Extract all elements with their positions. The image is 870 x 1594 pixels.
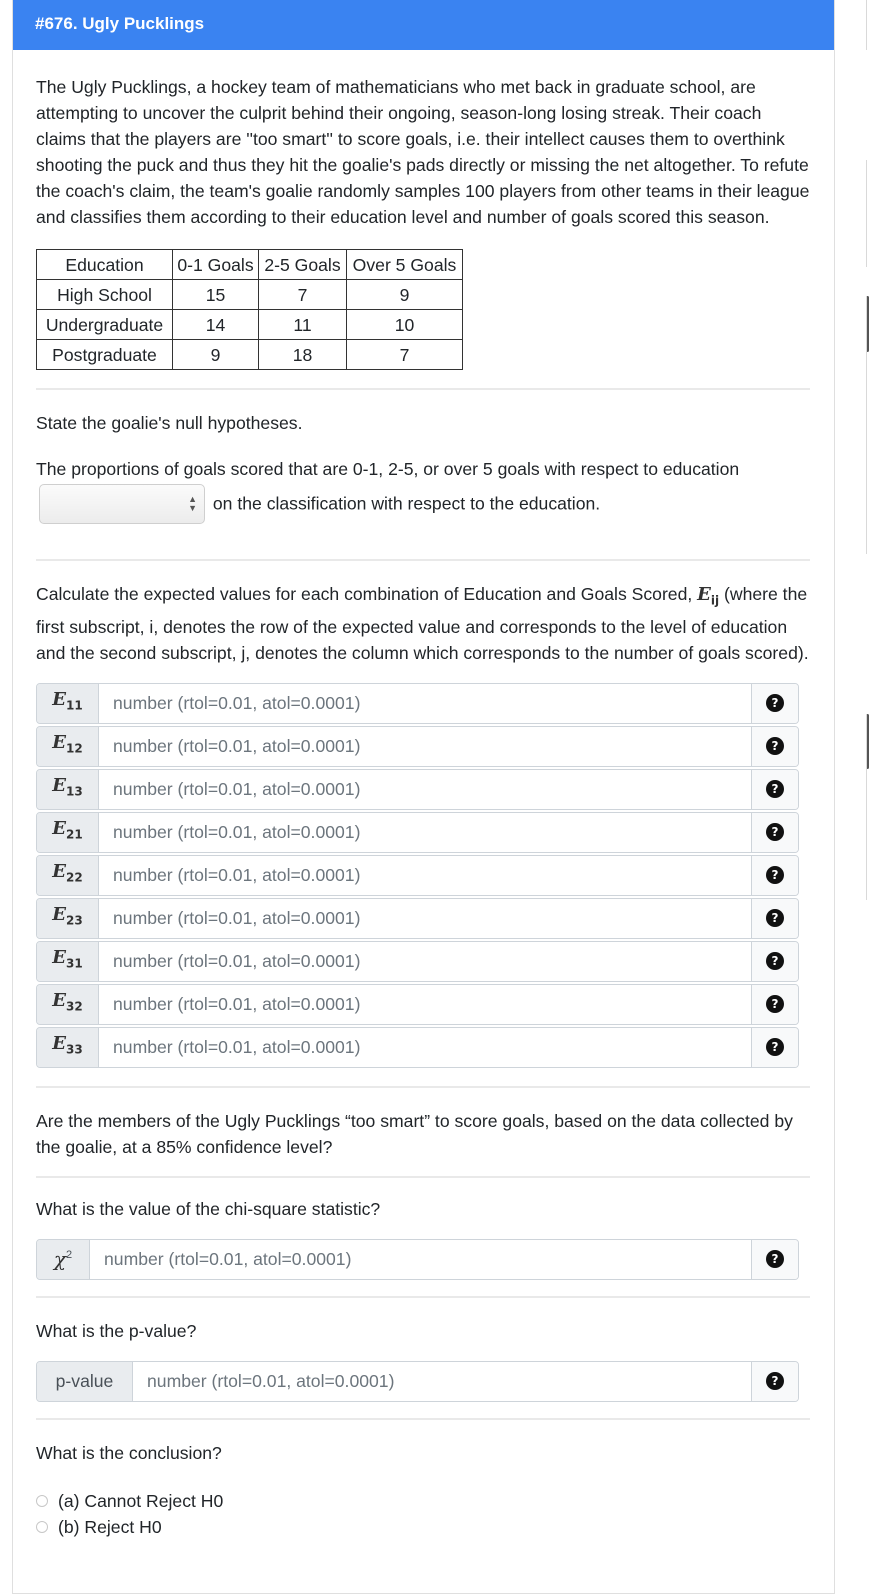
help-icon: ? [766,780,784,798]
table-header-row [37,250,463,280]
expected-prompt-part2: (where the first subscript, i, denotes the row of the expected value and corresponds to the level of education and the second subscript, j, denotes the column which corresponds to the number of goals scored). [36,584,809,663]
conclusion-options [36,1488,810,1540]
expected-label-symbol [52,730,82,762]
chi-square-help[interactable] [751,1240,798,1279]
expected-label-symbol [52,1031,82,1063]
expected-value-row [36,1027,799,1068]
expected-label-letter: E [52,904,67,926]
expected-value-input[interactable] [99,942,751,981]
table-header-cell: 0-1 Goals [173,250,259,280]
expected-label-letter: E [52,689,67,711]
table-row [37,340,463,370]
conclusion-option-b[interactable] [36,1514,810,1540]
expected-value-help[interactable] [751,856,798,895]
chi-square-symbol [37,1240,90,1279]
expected-value-input[interactable] [99,856,751,895]
expected-value-help[interactable] [751,1028,798,1067]
table-cell: High School [37,280,173,310]
hypothesis-select[interactable] [39,484,205,524]
chi-square-input[interactable] [90,1240,751,1279]
table-header-cell: Education [37,250,173,280]
expected-value-help[interactable] [751,942,798,981]
table-cell: 9 [173,340,259,370]
expected-label-subscript: 32 [66,999,83,1014]
expected-value-input[interactable] [99,985,751,1024]
expected-label-subscript: 21 [66,827,83,842]
help-icon: ? [766,1038,784,1056]
expected-value-row [36,855,799,896]
expected-value-input[interactable] [99,899,751,938]
expected-value-input[interactable] [99,813,751,852]
expected-value-input[interactable] [99,770,751,809]
expected-value-help[interactable] [751,813,798,852]
p-value-input[interactable] [133,1362,751,1401]
expected-label-subscript: 12 [66,741,83,756]
chi-symbol-letter: χ [53,1247,66,1272]
table-cell: 11 [259,310,347,340]
expected-symbol-letter: E [697,584,711,605]
expected-value-label [37,684,99,723]
hypothesis-text-before: The proportions of goals scored that are 0-1, 2-5, or over 5 goals with respect to education [36,459,740,479]
help-icon: ? [766,866,784,884]
table-row [37,280,463,310]
expected-value-row [36,898,799,939]
expected-value-label [37,856,99,895]
help-icon: ? [766,995,784,1013]
expected-value-label [37,899,99,938]
expected-label-letter: E [52,732,67,754]
select-arrows-icon: ▲ ▼ [188,494,197,513]
p-value-input-group [36,1361,799,1402]
expected-symbol [697,584,720,608]
hypothesis-statement [36,453,810,525]
hypothesis-prompt: State the goalie's null hypotheses. [36,413,303,433]
expected-value-label [37,985,99,1024]
expected-label-letter: E [52,947,67,969]
rail-segment [866,0,870,50]
expected-label-letter: E [52,990,67,1012]
expected-label-subscript: 33 [66,1042,83,1057]
expected-value-label [37,942,99,981]
expected-value-help[interactable] [751,770,798,809]
rail-segment [866,714,870,900]
p-value-prompt: What is the p-value? [36,1320,197,1341]
table-cell: 7 [347,340,463,370]
expected-value-row [36,769,799,810]
expected-value-help[interactable] [751,684,798,723]
expected-value-input[interactable] [99,727,751,766]
expected-value-label [37,813,99,852]
expected-value-help[interactable] [751,899,798,938]
radio-button[interactable] [36,1521,48,1533]
question-title: #676. Ugly Pucklings [13,0,834,50]
page-scroll-rail [866,0,870,1594]
table-cell: 18 [259,340,347,370]
expected-value-help[interactable] [751,727,798,766]
expected-label-letter: E [52,861,67,883]
expected-label-symbol [52,988,82,1020]
divider [36,1086,810,1088]
help-icon: ? [766,952,784,970]
divider [36,1176,810,1178]
expected-label-symbol [52,902,82,934]
expected-value-label [37,770,99,809]
radio-button[interactable] [36,1495,48,1507]
expected-value-label [37,1028,99,1067]
expected-value-input[interactable] [99,684,751,723]
expected-value-row [36,683,799,724]
expected-label-letter: E [52,818,67,840]
question-card [12,0,835,1594]
chi-square-input-group [36,1239,799,1280]
expected-label-symbol [52,687,82,719]
expected-label-symbol [52,945,82,977]
expected-value-row [36,984,799,1025]
help-icon: ? [766,823,784,841]
expected-label-subscript: 22 [66,870,83,885]
expected-prompt-part1: Calculate the expected values for each combination of Education and Goals Scored, [36,584,698,604]
expected-value-row [36,941,799,982]
main-question: Are the members of the Ugly Pucklings “too smart” to score goals, based on the data collected by the goalie, at a 85% confidence level? [36,1110,793,1157]
divider [36,1296,810,1298]
problem-description: The Ugly Pucklings, a hockey team of mathematicians who met back in graduate school, are attempting to uncover the culprit behind their ongoing, season-long losing streak. Their coach claims that the players are ''too smart'' to score goals, i.e. their intellect causes them to overthink shooting the puck and thus they hit the goalie's pads directly or missing the net altogether. To refute the coach's claim, the team's goalie randomly samples 100 players from other teams in their league and classifies them according to their education level and number of goals scored this season. [36,77,810,227]
divider [36,559,810,561]
p-value-label: p-value [37,1362,133,1401]
table-cell: 7 [259,280,347,310]
table-cell: 14 [173,310,259,340]
expected-label-letter: E [52,775,67,797]
expected-label-symbol [52,859,82,891]
divider [36,1418,810,1420]
table-header-cell: 2-5 Goals [259,250,347,280]
p-value-help[interactable] [751,1362,798,1401]
expected-label-subscript: 11 [66,698,83,713]
expected-label-subscript: 31 [66,956,83,971]
conclusion-option-label: (a) Cannot Reject H0 [58,1490,224,1511]
observed-data-table [36,249,463,370]
expected-value-label [37,727,99,766]
expected-value-row [36,726,799,767]
help-icon: ? [766,694,784,712]
table-cell: 10 [347,310,463,340]
expected-value-input[interactable] [99,1028,751,1067]
chi-symbol-exponent: 2 [66,1249,73,1262]
table-cell: 15 [173,280,259,310]
chi-square-prompt: What is the value of the chi-square statistic? [36,1198,381,1219]
rail-segment [866,296,870,554]
expected-value-row [36,812,799,853]
table-cell: Undergraduate [37,310,173,340]
divider [36,388,810,390]
expected-label-subscript: 23 [66,913,83,928]
table-cell: Postgraduate [37,340,173,370]
table-row [37,310,463,340]
expected-value-help[interactable] [751,985,798,1024]
expected-label-symbol [52,773,82,805]
rail-segment [866,160,870,267]
help-icon: ? [766,1250,784,1268]
conclusion-option-label: (b) Reject H0 [58,1516,162,1537]
hypothesis-text-after: on the classification with respect to the education. [212,493,601,514]
help-icon: ? [766,1372,784,1390]
table-cell: 9 [347,280,463,310]
expected-label-letter: E [52,1033,67,1055]
help-icon: ? [766,737,784,755]
table-header-cell: Over 5 Goals [347,250,463,280]
expected-label-subscript: 13 [66,784,83,799]
expected-label-symbol [52,816,82,848]
conclusion-prompt: What is the conclusion? [36,1442,222,1463]
conclusion-option-a[interactable] [36,1488,810,1514]
help-icon: ? [766,909,784,927]
expected-symbol-subscript: ij [710,593,720,608]
expected-values-prompt [36,581,810,666]
expected-values-list [36,683,810,1068]
